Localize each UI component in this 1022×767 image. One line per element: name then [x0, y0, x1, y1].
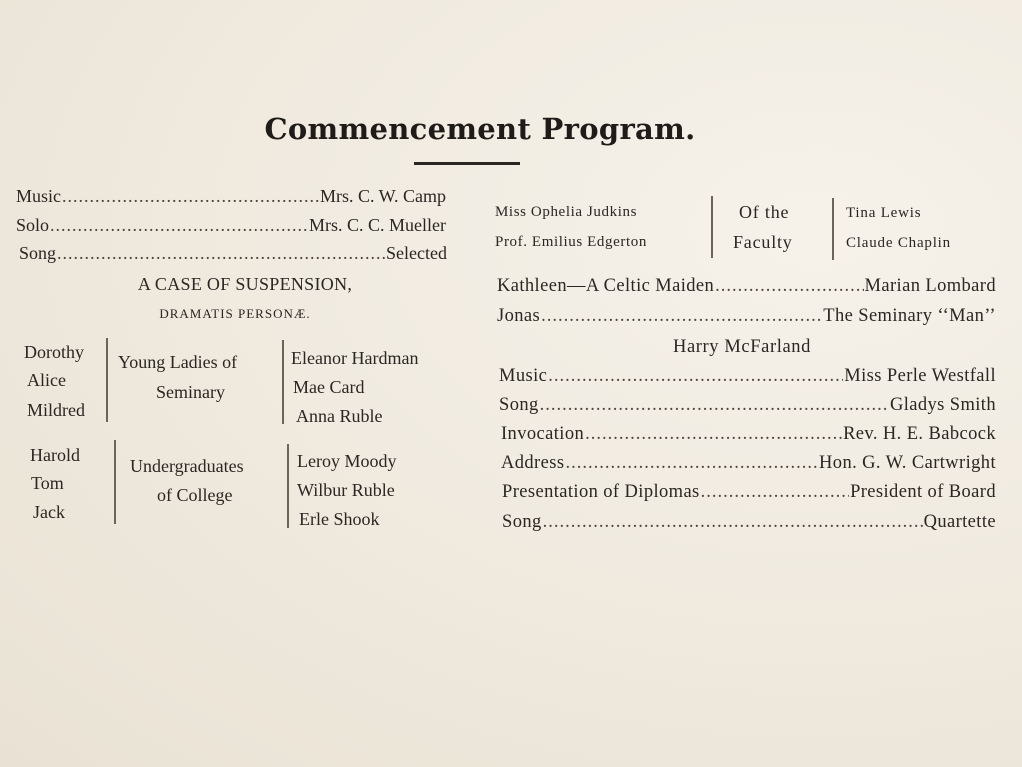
leader-dots: [50, 215, 308, 236]
program-item-address: [501, 453, 996, 474]
item-value: Hon. G. W. Cartwright: [819, 453, 996, 473]
brace-line: [711, 196, 713, 258]
actor-name-harry: Harry McFarland: [673, 337, 811, 357]
item-value: Rev. H. E. Babcock: [843, 424, 996, 444]
item-value: Marian Lombard: [864, 276, 996, 296]
dramatis-heading: DRAMATIS PERSONÆ.: [159, 306, 311, 321]
item-label: Address: [501, 453, 565, 473]
faculty-name: Prof. Emilius Edgerton: [495, 234, 647, 250]
leader-dots: [541, 306, 822, 327]
program-item-diplomas: [502, 482, 996, 503]
page-title: Commencement Program.: [264, 112, 696, 146]
character-name: Tom: [31, 473, 64, 493]
program-item-song: [19, 243, 447, 264]
item-value: Quartette: [923, 512, 996, 532]
program-item-kathleen: [497, 276, 996, 297]
faculty-label: Of the: [739, 202, 790, 222]
item-value: The Seminary ‘‘Man’’: [823, 306, 996, 326]
program-item-music: [16, 186, 446, 207]
role-description: of College: [157, 485, 233, 505]
play-title: A CASE OF SUSPENSION,: [137, 274, 353, 294]
character-name: Harold: [30, 445, 80, 465]
actor-name: Mae Card: [293, 377, 365, 397]
leader-dots: [62, 186, 319, 207]
item-label: Song: [19, 243, 57, 263]
program-item-song-2: [499, 395, 996, 416]
item-label: Jonas: [497, 306, 541, 326]
brace-line: [282, 340, 284, 424]
item-label: Kathleen—A Celtic Maiden: [497, 276, 715, 296]
faculty-name: Claude Chaplin: [846, 235, 951, 251]
character-name: Dorothy: [24, 342, 84, 362]
actor-name: Leroy Moody: [297, 451, 397, 471]
brace-line: [106, 338, 108, 422]
actor-name: Wilbur Ruble: [297, 480, 395, 500]
item-label: Music: [499, 366, 548, 386]
item-value: Mrs. C. W. Camp: [319, 186, 446, 206]
item-value: Miss Perle Westfall: [844, 366, 996, 386]
program-item-solo: [16, 215, 446, 236]
item-label: Song: [499, 395, 539, 415]
leader-dots: [565, 453, 818, 474]
program-item-music-2: [499, 366, 996, 387]
faculty-name: Miss Ophelia Judkins: [495, 204, 638, 220]
actor-name: Erle Shook: [299, 509, 380, 529]
title-underline: [414, 162, 520, 165]
brace-line: [287, 444, 289, 528]
item-value: Selected: [386, 243, 447, 263]
item-label: Song: [502, 512, 542, 532]
leader-dots: [57, 243, 385, 264]
actor-name: Eleanor Hardman: [291, 348, 419, 368]
role-description: Young Ladies of: [118, 352, 238, 372]
leader-dots: [585, 424, 842, 445]
character-name: Mildred: [27, 400, 85, 420]
leader-dots: [543, 512, 923, 533]
program-item-jonas: [497, 306, 996, 327]
actor-name: Anna Ruble: [296, 406, 383, 426]
leader-dots: [715, 276, 863, 297]
character-name: Jack: [33, 502, 65, 522]
leader-dots: [548, 366, 843, 387]
brace-line: [832, 198, 834, 260]
item-label: Presentation of Diplomas: [502, 482, 700, 502]
character-name: Alice: [27, 370, 66, 390]
item-label: Invocation: [501, 424, 585, 444]
program-item-song-3: [502, 512, 996, 533]
program-item-invocation: [501, 424, 996, 445]
item-label: Solo: [16, 215, 50, 235]
faculty-name: Tina Lewis: [846, 205, 922, 221]
leader-dots: [701, 482, 849, 503]
item-value: President of Board: [850, 482, 996, 502]
item-value: Gladys Smith: [889, 395, 996, 415]
item-label: Music: [16, 186, 61, 206]
role-description: Seminary: [156, 382, 225, 402]
brace-line: [114, 440, 116, 524]
role-description: Undergraduates: [130, 456, 244, 476]
item-value: Mrs. C. C. Mueller: [309, 215, 446, 235]
leader-dots: [540, 395, 889, 416]
faculty-label: Faculty: [733, 232, 793, 252]
